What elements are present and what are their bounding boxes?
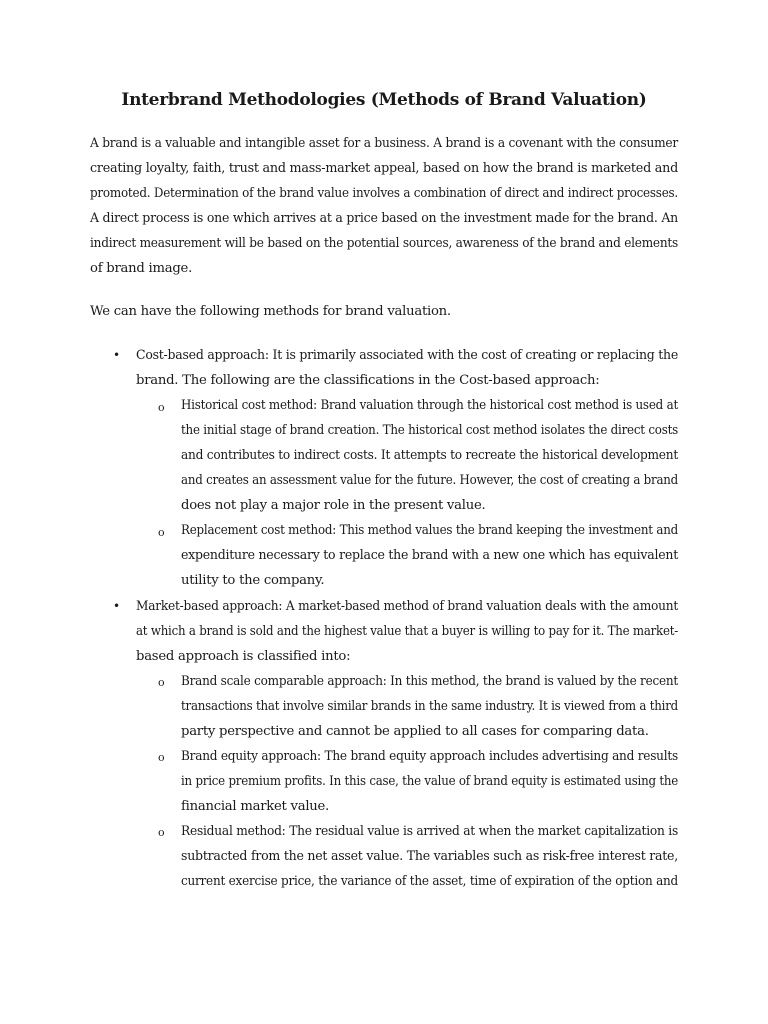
market-based-approach-line: based approach is classified into: [136,649,351,664]
intro-paragraph-line: indirect measurement will be based on the potential sources, awareness of the brand and elements [90,236,678,251]
bullet-marker: • [113,348,121,362]
historical-cost-method-line: does not play a major role in the present value. [181,498,486,513]
brand-equity-approach-line: in price premium profits. In this case, the value of brand equity is estimated using the [181,774,678,789]
brand-scale-comparable-line: Brand scale comparable approach: In this method, the brand is valued by the recent [181,674,678,689]
historical-cost-method-line: and contributes to indirect costs. It attempts to recreate the historical development [181,448,678,463]
market-based-approach-line: Market-based approach: A market-based method of brand valuation deals with the amount [136,599,678,614]
replacement-cost-method-line: utility to the company. [181,573,325,588]
intro-paragraph-line: of brand image. [90,261,193,276]
residual-method-line: subtracted from the net asset value. The variables such as risk-free interest rate, [181,849,678,864]
cost-based-approach-line: brand. The following are the classifications in the Cost-based approach: [136,373,600,388]
intro-paragraph-line: promoted. Determination of the brand value involves a combination of direct and indirect processes. [90,186,678,201]
historical-cost-method-line: Historical cost method: Brand valuation through the historical cost method is used at [181,398,678,413]
document-title: Interbrand Methodologies (Methods of Brand Valuation) [121,90,647,110]
brand-scale-comparable-line: transactions that involve similar brands in the same industry. It is viewed from a third [181,699,678,714]
replacement-cost-method-line: expenditure necessary to replace the brand with a new one which has equivalent [181,548,678,563]
intro-paragraph-line: creating loyalty, faith, trust and mass-market appeal, based on how the brand is marketed and [90,161,678,176]
sub-bullet-marker: o [158,401,165,414]
historical-cost-method-line: the initial stage of brand creation. The historical cost method isolates the direct costs [181,423,678,438]
brand-scale-comparable-line: party perspective and cannot be applied to all cases for comparing data. [181,724,649,739]
historical-cost-method-line: and creates an assessment value for the future. However, the cost of creating a brand [181,473,678,488]
brand-equity-approach-line: Brand equity approach: The brand equity approach includes advertising and results [181,749,678,764]
lead-sentence: We can have the following methods for brand valuation. [90,304,451,319]
bullet-marker: • [113,599,121,613]
sub-bullet-marker: o [158,526,165,539]
intro-paragraph-line: A direct process is one which arrives at a price based on the investment made for the brand. An [90,211,678,226]
sub-bullet-marker: o [158,751,165,764]
brand-equity-approach-line: financial market value. [181,799,330,814]
sub-bullet-marker: o [158,676,165,689]
replacement-cost-method-line: Replacement cost method: This method values the brand keeping the investment and [181,523,678,538]
market-based-approach-line: at which a brand is sold and the highest value that a buyer is willing to pay for it. The market- [136,624,678,639]
cost-based-approach-line: Cost-based approach: It is primarily associated with the cost of creating or replacing the [136,348,678,363]
residual-method-line: current exercise price, the variance of the asset, time of expiration of the option and [181,874,678,889]
intro-paragraph-line: A brand is a valuable and intangible asset for a business. A brand is a covenant with the consumer [90,136,678,151]
residual-method-line: Residual method: The residual value is arrived at when the market capitalization is [181,824,678,839]
sub-bullet-marker: o [158,826,165,839]
